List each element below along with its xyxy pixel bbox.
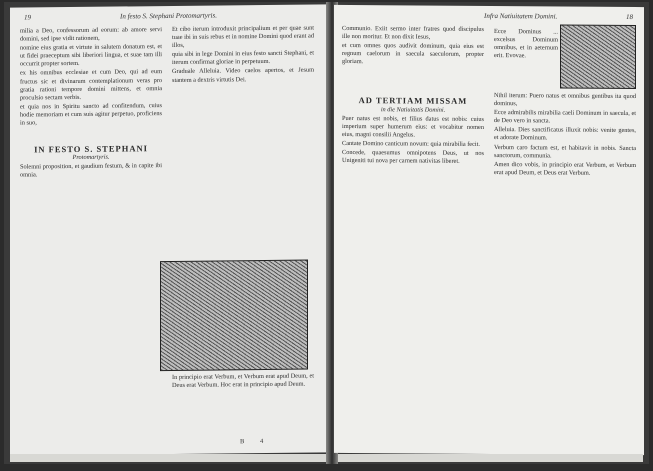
running-head: Infra Natiuitatem Domini.: [484, 11, 558, 21]
paragraph: Nihil iterum: Puero natus et omnibus gentibus ita quod dominus,: [494, 92, 636, 108]
page-number: 18: [626, 12, 633, 22]
paragraph: Concede, quaesumus omnipotens Deus, ut nos Unigeniti tui nova per carnem nativitas liberet.: [342, 149, 484, 165]
page-edge-left: [10, 454, 326, 462]
right-page: [334, 5, 644, 455]
woodcut-illustration: [160, 260, 308, 372]
paragraph: Verbum caro factum est, et habitavit in nobis. Sancta sanctorum, communia.: [494, 143, 636, 160]
text-column-left-2b: [172, 372, 314, 446]
paragraph: nomine eius gratia et virtute in salutem donatum est, et ut fidei praeceptum sibi liberiori lingua, et suae tam illi occurrit propter sortem.: [20, 43, 162, 68]
paragraph: et quia nos in Spiritu sancto ad confitendum, cuius hodie memoriam et cum suis agitur perpetuo, proficiens in suo,: [20, 101, 162, 127]
paragraph: Et cibo iterum introduxit principalium et per quae sunt tuae ibi in suis rebus et in nomine Domini quod erant ad illos,: [172, 24, 314, 50]
text-column-right-1: [342, 25, 484, 451]
paragraph: Alleluia. Dies sanctificatus illuxit nobis: venite gentes, et adorate Dominum.: [494, 126, 636, 142]
text-column-left-1: [20, 26, 162, 447]
left-page: [10, 4, 328, 455]
section-title: IN FESTO S. STEPHANI: [34, 143, 148, 155]
page-number: 19: [24, 13, 31, 22]
open-book: [4, 2, 649, 464]
paragraph: Puer natus est nobis, et filius datus est nobis: cuius imperium super humerum eius: et vocabitur nomen eius, magni consilii Angelus.: [342, 114, 484, 139]
text-column-right-2a: [494, 28, 558, 88]
section-subtitle: Protomartyris.: [72, 153, 110, 162]
paragraph: In principio erat Verbum, et Verbum erat apud Deum, et Deus erat Verbum. Hoc erat in principio apud Deum.: [172, 372, 314, 390]
signature-number: 4: [260, 438, 264, 446]
paragraph: Ecce Dominus ... excelsus Dominum omnibus, et in aeternum erit. Evovae.: [494, 28, 558, 60]
section-subtitle: in die Natiuitatis Domini.: [380, 105, 446, 114]
text-column-left-2: [172, 24, 314, 235]
page-edge-right: [338, 454, 643, 462]
section-title: AD TERTIAM MISSAM: [358, 95, 468, 107]
paragraph: Communio. Exiit sermo inter fratres quod discipulus ille non moritur. Et non dixit Iesus,: [342, 24, 484, 41]
paragraph: Graduale Alleluia. Video caelos apertos, et Jesum stantem a dextris virtutis Dei.: [172, 66, 314, 84]
signature-mark: B: [240, 438, 245, 446]
paragraph: Solemni proposition, et gaudium festum, & in capite ibi omnia.: [20, 162, 162, 179]
paragraph: ex his omnibus ecclesiae et cum Deo, qui ad eum fructus sic et divinarum contemplationum veras pro gratia rationi tempore domini mittens, et omnia proculsio sectam verbis.: [20, 68, 162, 102]
running-head: In festo S. Stephani Protomartyris.: [120, 11, 217, 21]
paragraph: milia a Deo, confessorum ad eorum: ab amore servi domini, sed ipse vidit rationem,: [20, 26, 162, 43]
paragraph: Cantate Domino canticum novum: quia mirabilia fecit.: [342, 139, 480, 148]
decorated-initial-woodcut: [560, 24, 636, 89]
paragraph: quia sibi in lege Domini in eius festo sancti Stephani, et iterum confirmat gloriae in perpetuum.: [172, 49, 314, 67]
paragraph: et cum omnes quos audivit dominum, quia eius est regnum caelorum in saecula saeculorum, propter gloriam.: [342, 42, 484, 66]
paragraph: Ecce admirabilis mirabilia caeli Dominum in saecula, et de Deo vero in sancta.: [494, 109, 636, 125]
text-column-right-2: [494, 92, 636, 438]
paragraph: Amen dico vobis, in principio erat Verbum, et Verbum erat apud Deum, et Deus erat Verbum.: [494, 160, 636, 177]
